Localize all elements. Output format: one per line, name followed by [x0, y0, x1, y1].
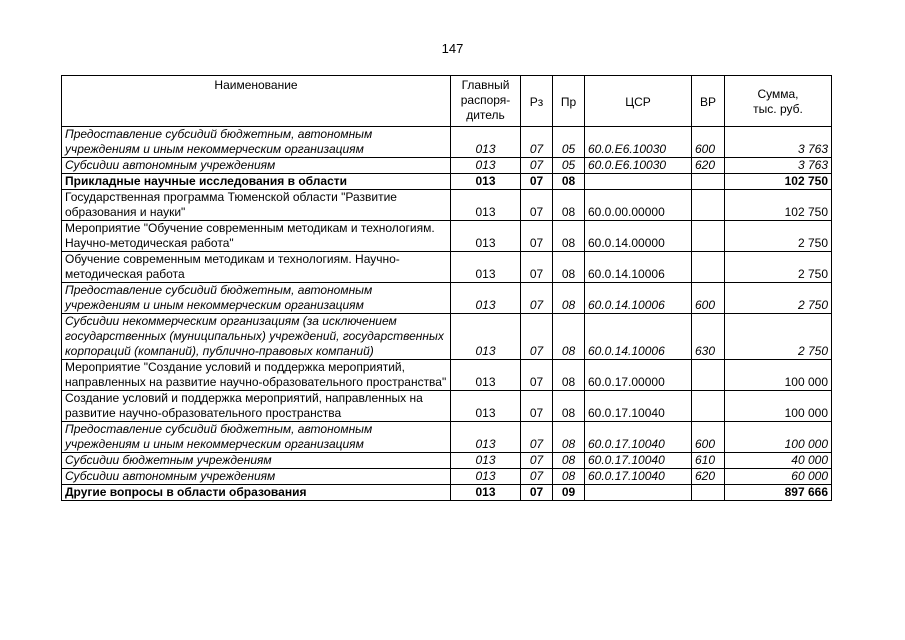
cell-sum: 40 000 — [725, 453, 832, 469]
cell-csr: 60.0.14.10006 — [585, 252, 692, 283]
cell-rz: 07 — [521, 314, 553, 360]
cell-vr — [692, 252, 725, 283]
table-row — [62, 190, 832, 221]
header-sum — [725, 76, 832, 127]
header-glav-line1: Главный — [461, 78, 510, 92]
cell-vr: 620 — [692, 158, 725, 174]
table-row — [62, 469, 832, 485]
page-number: 147 — [441, 41, 464, 56]
cell-pr: 08 — [553, 190, 585, 221]
cell-glav-rasp: 013 — [451, 190, 521, 221]
table-row — [62, 221, 832, 252]
cell-pr: 08 — [553, 252, 585, 283]
cell-name: Субсидии некоммерческим организациям (за исключением государственных (муниципальных) учреждений, государственных корпораций (компаний), публично-правовых компаний) — [62, 314, 451, 360]
cell-pr: 08 — [553, 283, 585, 314]
cell-glav-rasp: 013 — [451, 469, 521, 485]
table-row — [62, 127, 832, 158]
cell-name: Мероприятие "Создание условий и поддержка мероприятий, направленных на развитие научно-образовательного пространства" — [62, 360, 451, 391]
cell-sum: 102 750 — [725, 190, 832, 221]
cell-sum: 2 750 — [725, 314, 832, 360]
cell-pr: 05 — [553, 127, 585, 158]
cell-rz: 07 — [521, 485, 553, 501]
cell-csr: 60.0.17.10040 — [585, 469, 692, 485]
cell-vr — [692, 174, 725, 190]
cell-name: Субсидии автономным учреждениям — [62, 469, 451, 485]
cell-glav-rasp: 013 — [451, 252, 521, 283]
table-row — [62, 283, 832, 314]
cell-vr — [692, 221, 725, 252]
cell-csr: 60.0.17.10040 — [585, 422, 692, 453]
header-sum-line1: Сумма, — [757, 87, 799, 101]
cell-pr: 08 — [553, 422, 585, 453]
header-glav-line3: дитель — [466, 108, 505, 122]
cell-glav-rasp: 013 — [451, 158, 521, 174]
cell-csr: 60.0.E6.10030 — [585, 158, 692, 174]
table-row — [62, 174, 832, 190]
table-row — [62, 314, 832, 360]
cell-csr: 60.0.17.10040 — [585, 391, 692, 422]
header-sum-line2: тыс. руб. — [753, 102, 803, 116]
cell-vr — [692, 360, 725, 391]
cell-csr: 60.0.17.10040 — [585, 453, 692, 469]
budget-table — [61, 75, 832, 501]
table-row — [62, 453, 832, 469]
cell-glav-rasp: 013 — [451, 221, 521, 252]
cell-rz: 07 — [521, 174, 553, 190]
cell-name: Прикладные научные исследования в области — [62, 174, 451, 190]
cell-csr — [585, 485, 692, 501]
cell-vr — [692, 485, 725, 501]
cell-glav-rasp: 013 — [451, 453, 521, 469]
cell-rz: 07 — [521, 453, 553, 469]
cell-name: Предоставление субсидий бюджетным, автономным учреждениям и иным некоммерческим организациям — [62, 127, 451, 158]
cell-name: Обучение современным методикам и технологиям. Научно-методическая работа — [62, 252, 451, 283]
cell-vr: 600 — [692, 283, 725, 314]
header-glav-line2: распоря- — [460, 93, 511, 107]
cell-vr — [692, 391, 725, 422]
header-name: Наименование — [62, 76, 451, 127]
table-row — [62, 360, 832, 391]
cell-sum: 3 763 — [725, 158, 832, 174]
cell-sum: 102 750 — [725, 174, 832, 190]
cell-name: Предоставление субсидий бюджетным, автономным учреждениям и иным некоммерческим организациям — [62, 283, 451, 314]
cell-glav-rasp: 013 — [451, 422, 521, 453]
cell-sum: 60 000 — [725, 469, 832, 485]
header-csr: ЦСР — [585, 76, 692, 127]
cell-rz: 07 — [521, 283, 553, 314]
table-row — [62, 422, 832, 453]
table-row — [62, 391, 832, 422]
cell-pr: 08 — [553, 221, 585, 252]
cell-csr: 60.0.E6.10030 — [585, 127, 692, 158]
cell-vr — [692, 190, 725, 221]
cell-pr: 05 — [553, 158, 585, 174]
cell-rz: 07 — [521, 252, 553, 283]
cell-rz: 07 — [521, 190, 553, 221]
cell-rz: 07 — [521, 422, 553, 453]
cell-pr: 09 — [553, 485, 585, 501]
cell-pr: 08 — [553, 360, 585, 391]
cell-rz: 07 — [521, 469, 553, 485]
cell-sum: 2 750 — [725, 283, 832, 314]
cell-glav-rasp: 013 — [451, 314, 521, 360]
cell-name: Государственная программа Тюменской области "Развитие образования и науки" — [62, 190, 451, 221]
cell-sum: 897 666 — [725, 485, 832, 501]
cell-vr: 620 — [692, 469, 725, 485]
cell-sum: 100 000 — [725, 391, 832, 422]
cell-glav-rasp: 013 — [451, 283, 521, 314]
cell-rz: 07 — [521, 391, 553, 422]
cell-sum: 100 000 — [725, 422, 832, 453]
cell-rz: 07 — [521, 221, 553, 252]
cell-name: Мероприятие "Обучение современным методикам и технологиям. Научно-методическая работа" — [62, 221, 451, 252]
cell-csr: 60.0.14.10006 — [585, 283, 692, 314]
cell-glav-rasp: 013 — [451, 485, 521, 501]
cell-pr: 08 — [553, 391, 585, 422]
cell-vr: 600 — [692, 422, 725, 453]
cell-glav-rasp: 013 — [451, 391, 521, 422]
cell-name: Другие вопросы в области образования — [62, 485, 451, 501]
cell-sum: 2 750 — [725, 252, 832, 283]
cell-sum: 2 750 — [725, 221, 832, 252]
cell-vr: 630 — [692, 314, 725, 360]
cell-sum: 3 763 — [725, 127, 832, 158]
cell-csr: 60.0.14.10006 — [585, 314, 692, 360]
cell-name: Субсидии бюджетным учреждениям — [62, 453, 451, 469]
cell-csr: 60.0.00.00000 — [585, 190, 692, 221]
table-row — [62, 252, 832, 283]
table-row — [62, 485, 832, 501]
cell-pr: 08 — [553, 453, 585, 469]
header-vr: ВР — [692, 76, 725, 127]
cell-glav-rasp: 013 — [451, 127, 521, 158]
cell-name: Предоставление субсидий бюджетным, автономным учреждениям и иным некоммерческим организациям — [62, 422, 451, 453]
header-pr: Пр — [553, 76, 585, 127]
cell-name: Субсидии автономным учреждениям — [62, 158, 451, 174]
cell-rz: 07 — [521, 127, 553, 158]
cell-glav-rasp: 013 — [451, 360, 521, 391]
cell-sum: 100 000 — [725, 360, 832, 391]
cell-csr — [585, 174, 692, 190]
cell-rz: 07 — [521, 360, 553, 391]
cell-glav-rasp: 013 — [451, 174, 521, 190]
cell-vr: 600 — [692, 127, 725, 158]
header-rz: Рз — [521, 76, 553, 127]
cell-name: Создание условий и поддержка мероприятий, направленных на развитие научно-образовательного пространства — [62, 391, 451, 422]
header-glav-rasp — [451, 76, 521, 127]
cell-pr: 08 — [553, 469, 585, 485]
cell-pr: 08 — [553, 314, 585, 360]
cell-vr: 610 — [692, 453, 725, 469]
table-body — [62, 127, 832, 501]
table-header-row — [62, 76, 832, 127]
table-row — [62, 158, 832, 174]
cell-rz: 07 — [521, 158, 553, 174]
cell-csr: 60.0.17.00000 — [585, 360, 692, 391]
cell-pr: 08 — [553, 174, 585, 190]
cell-csr: 60.0.14.00000 — [585, 221, 692, 252]
